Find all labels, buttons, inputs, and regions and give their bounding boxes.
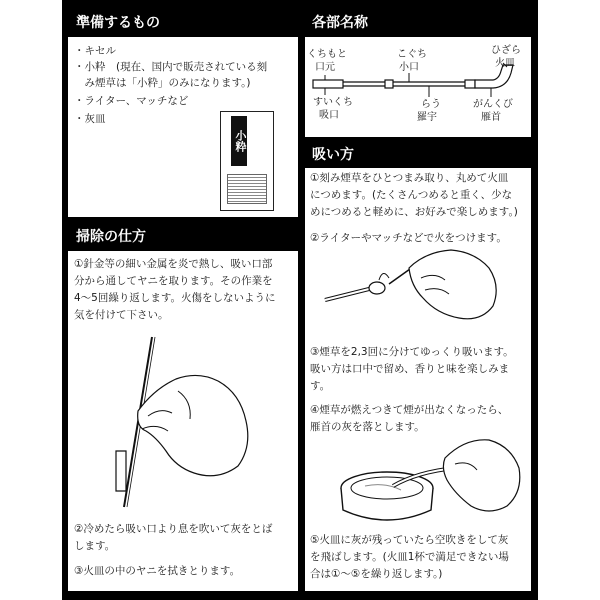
smoke-step1-line-2: につめます。(たくさんつめると重く、少な xyxy=(310,189,513,201)
label-hizara: 火皿 xyxy=(495,58,515,69)
parts-panel xyxy=(305,37,531,137)
package-brand-label: 小粋 xyxy=(231,116,247,166)
smoke-step5-line-1: ⑤火皿に灰が残っていたら空吹きをして灰 xyxy=(310,534,509,546)
clean-step2-line-2: します。 xyxy=(74,540,116,552)
package-fine-print xyxy=(227,174,267,204)
clean-step2-line-1: ②冷めたら吸い口より息を吹いて灰をとば xyxy=(74,523,273,535)
label-suikuchi: 吸口 xyxy=(319,110,339,121)
smoke-step5-line-3: 合は①～⑤を繰り返します。) xyxy=(310,568,443,580)
smoke-step1-line-1: ①刻み煙草をひとつまみ取り、丸めて火皿 xyxy=(310,172,509,184)
clean-step1-line-1: ①針金等の細い金属を炎で熱し、吸い口部 xyxy=(74,258,273,270)
clean-step1-line-2: 分から通してヤニを取ります。その作業を xyxy=(74,275,273,287)
clean-panel xyxy=(68,251,298,591)
tobacco-package xyxy=(220,111,274,211)
label-kuchimoto-reading: くちもと xyxy=(307,49,347,60)
smoke-step3-line-1: ③煙草を2,3回に分けてゆっくり吸います。 xyxy=(310,346,514,358)
smoke-step2: ②ライターやマッチなどで火をつけます。 xyxy=(310,232,507,244)
parts-heading: 各部名称 xyxy=(312,15,368,31)
label-kuchimoto: 口元 xyxy=(315,62,335,73)
prep-line-2: ・小粋 (現在、国内で販売されている刻 xyxy=(74,61,268,73)
clean-step1-line-3: 4～5回繰り返します。火傷をしないように xyxy=(74,292,276,304)
label-koguchi: 小口 xyxy=(399,62,419,73)
smoke-step3-line-2: 吸い方は口中で留め、香りと味を楽しみま xyxy=(310,363,510,375)
clean-step3: ③火皿の中のヤニを拭きとります。 xyxy=(74,565,241,577)
clean-step1-line-4: 気を付けて下さい。 xyxy=(74,309,169,321)
smoke-step4-line-2: 雁首の灰を落とします。 xyxy=(310,421,425,433)
prep-line-4: ・ライター、マッチなど xyxy=(74,95,189,107)
smoke-step5-line-2: を飛ばします。(火皿1杯で満足できない場 xyxy=(310,551,509,563)
smoke-step1-line-3: めにつめると軽めに、お好みで楽しめます。) xyxy=(310,206,518,218)
label-suikuchi-reading: すいくち xyxy=(313,97,353,108)
ash-tray-illustration xyxy=(305,168,531,591)
prep-line-5: ・灰皿 xyxy=(74,113,106,125)
label-gankubi: 雁首 xyxy=(481,112,501,123)
label-gankubi-reading: がんくび xyxy=(473,99,513,110)
smoke-heading: 吸い方 xyxy=(312,147,354,163)
prep-line-1: ・キセル xyxy=(74,45,116,57)
prep-panel xyxy=(68,37,298,217)
prep-line-3: み煙草は「小粋」のみになります。) xyxy=(74,77,251,89)
prep-heading: 準備するもの xyxy=(76,15,160,31)
label-koguchi-reading: こぐち xyxy=(397,49,427,60)
smoke-step4-line-1: ④煙草が燃えつきて煙が出なくなったら、 xyxy=(310,404,509,416)
clean-heading: 掃除の仕方 xyxy=(76,229,146,245)
label-rau-reading: らう xyxy=(421,99,441,110)
smoke-panel xyxy=(305,168,531,591)
label-hizara-reading: ひざら xyxy=(491,45,521,56)
label-rau: 羅宇 xyxy=(417,112,437,123)
smoke-step3-line-3: す。 xyxy=(310,380,331,392)
